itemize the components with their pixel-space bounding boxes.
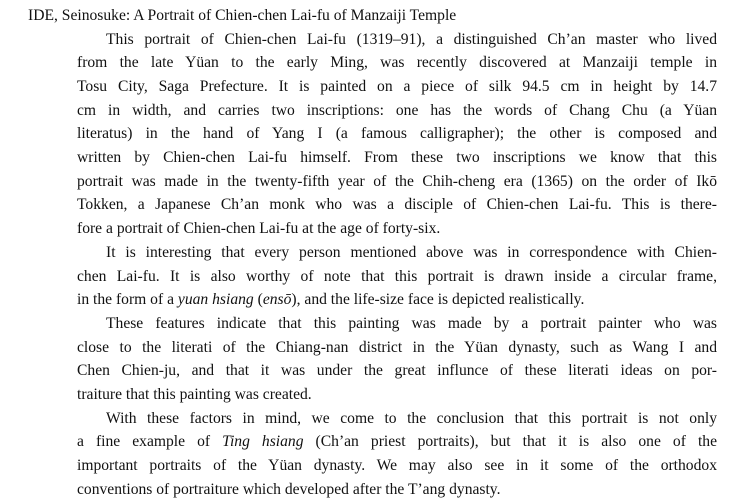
text-line bbox=[77, 430, 717, 454]
text-segment: fore a portrait of Chien-chen Lai-fu at the age of forty-six. bbox=[77, 220, 441, 238]
text-line bbox=[77, 288, 584, 312]
text-segment: conventions of portraiture which developed after the T’ang dynasty. bbox=[77, 480, 501, 498]
text-segment: With these factors in mind, we come to the conclusion that this portrait is not only bbox=[106, 409, 717, 427]
text-segment: chen Lai-fu. It is also worthy of note that this portrait is drawn inside a circular frame, bbox=[77, 267, 717, 285]
text-line bbox=[77, 454, 717, 478]
text-segment: a fine example of bbox=[77, 433, 223, 451]
text-line bbox=[106, 241, 717, 265]
text-line bbox=[77, 193, 717, 217]
text-segment: This portrait of Chien-chen Lai-fu (1319–91), a distinguished Ch’an master who lived bbox=[106, 30, 717, 48]
text-segment: close to the literati of the Chiang-nan district in the Yüan dynasty, such as Wang I and bbox=[77, 338, 717, 356]
text-segment: ), and the life-size face is depicted realistically. bbox=[291, 291, 585, 309]
text-segment: Chen Chien-ju, and that it was under the great influnce of these literati ideas on por- bbox=[77, 362, 717, 380]
text-segment: Tokken, a Japanese Ch’an monk who was a disciple of Chien-chen Lai-fu. This is there- bbox=[77, 196, 717, 214]
text-line bbox=[106, 407, 717, 431]
text-line bbox=[77, 146, 717, 170]
text-line bbox=[106, 28, 717, 52]
article-title: IDE, Seinosuke: A Portrait of Chien-chen Lai-fu of Manzaiji Temple bbox=[28, 7, 457, 24]
italic-term: Ting hsiang bbox=[222, 433, 304, 451]
text-segment: literatus) in the hand of Yang I (a famous calligrapher); the other is composed and bbox=[77, 125, 717, 143]
text-line bbox=[106, 312, 717, 336]
text-line bbox=[77, 51, 717, 75]
text-line bbox=[77, 75, 717, 99]
text-line bbox=[77, 383, 312, 407]
text-segment: portrait was made in the twenty-fifth year of the Chih-cheng era (1365) on the order of Ikō bbox=[77, 172, 717, 190]
italic-term: ensō bbox=[262, 291, 292, 309]
text-line bbox=[77, 359, 717, 383]
text-segment: It is interesting that every person mentioned above was in correspondence with Chien- bbox=[106, 243, 717, 261]
text-line bbox=[77, 122, 717, 146]
text-line bbox=[77, 99, 717, 123]
text-segment: ( bbox=[253, 291, 263, 309]
text-segment: (Ch’an priest portraits), but that it is also one of the bbox=[303, 433, 717, 451]
text-segment: cm in width, and carries two inscriptions: one has the words of Chang Chu (a Yüan bbox=[77, 101, 717, 119]
text-line bbox=[77, 217, 440, 241]
text-segment: important portraits of the Yüan dynasty. We may also see in it some of the orthodox bbox=[77, 457, 717, 475]
text-segment: in the form of a bbox=[77, 291, 178, 309]
text-line bbox=[77, 478, 501, 502]
text-segment: Tosu City, Saga Prefecture. It is painted on a piece of silk 94.5 cm in height by 14.7 bbox=[77, 77, 717, 95]
text-segment: These features indicate that this painting was made by a portrait painter who was bbox=[106, 314, 717, 332]
italic-term: yuan hsiang bbox=[177, 291, 254, 309]
text-segment: written by Chien-chen Lai-fu himself. From these two inscriptions we know that this bbox=[77, 149, 717, 166]
text-line bbox=[77, 265, 717, 289]
text-line bbox=[77, 170, 717, 194]
text-line bbox=[77, 336, 717, 360]
text-segment: traiture that this painting was created. bbox=[77, 386, 312, 403]
text-segment: from the late Yüan to the early Ming, was recently discovered at Manzaiji temple in bbox=[77, 54, 717, 72]
